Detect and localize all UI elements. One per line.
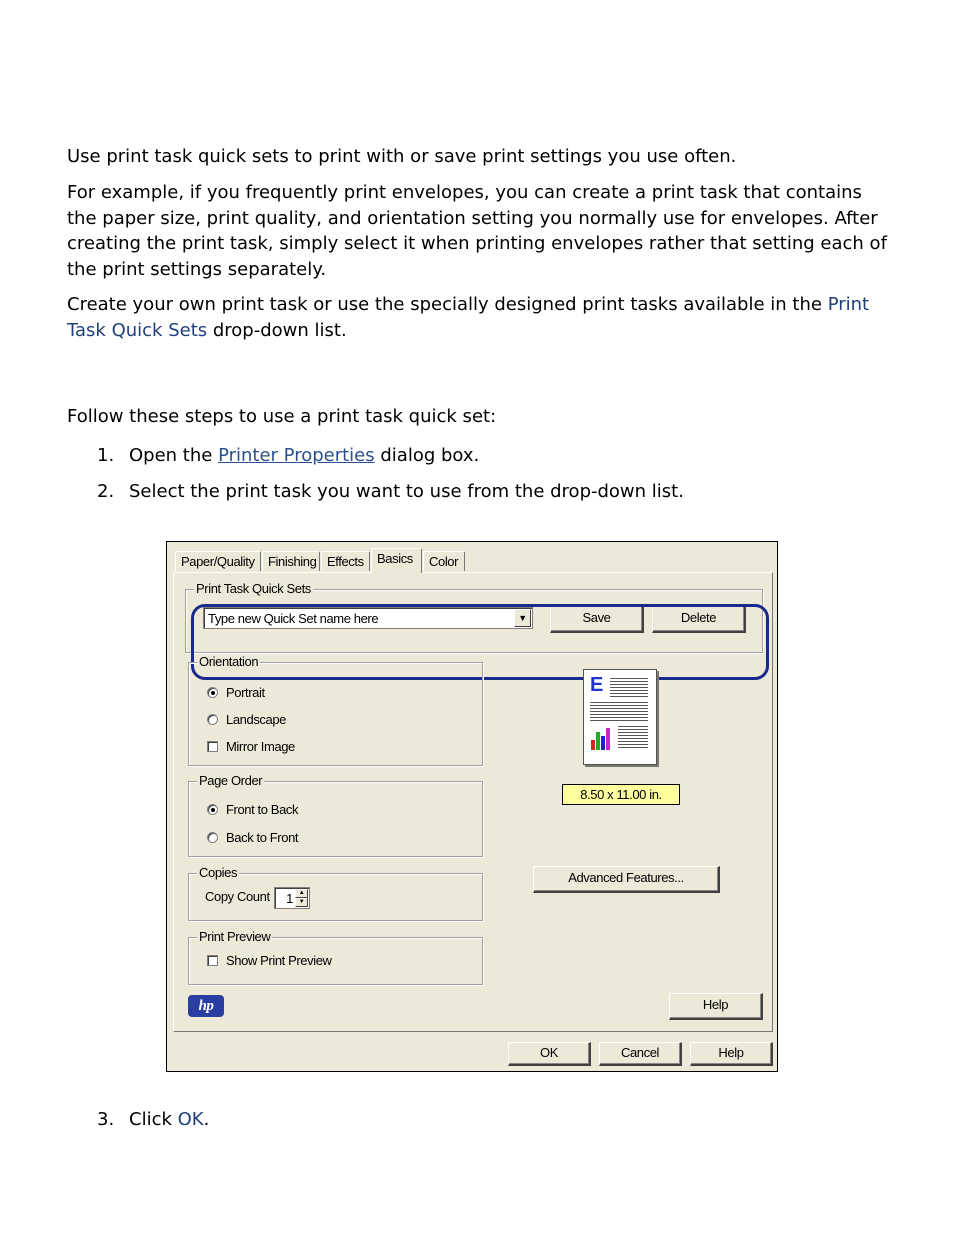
tab-color[interactable]: Color <box>423 551 465 571</box>
intro-paragraph-2: For example, if you frequently print envelopes, you can create a print task that contains the paper size, print quality, and orientation setting you normally use for envelopes. After creating the print task, simply select it when printing envelopes rather that setting each of the print settings separately. <box>67 182 887 280</box>
step-2 <box>97 479 877 504</box>
orientation-label: Orientation <box>199 654 259 669</box>
page-preview-image <box>583 669 657 765</box>
tab-basics[interactable]: Basics <box>371 548 422 573</box>
stepper-up-icon[interactable]: ▲ <box>295 889 308 898</box>
help-inner-button[interactable]: Help <box>669 993 763 1020</box>
text-lines-decoration <box>618 726 648 750</box>
intro-p3-text: Create your own print task or use the specially designed print tasks available in the <box>67 294 828 315</box>
back-to-front-label: Back to Front <box>226 830 299 845</box>
text-block-icon: E <box>590 674 603 696</box>
print-task-quick-sets-link[interactable]: Print Task Quick Sets <box>67 294 870 341</box>
bar-chart-icon <box>590 726 614 750</box>
printer-properties-dialog <box>166 541 778 1072</box>
portrait-radio[interactable] <box>207 687 218 698</box>
cancel-button[interactable]: Cancel <box>599 1042 682 1066</box>
delete-button[interactable]: Delete <box>652 606 746 633</box>
step-1-number: 1. <box>97 445 115 466</box>
step-1 <box>97 443 877 468</box>
step-2-text: Select the print task you want to use from the drop-down list. <box>129 481 684 502</box>
quick-set-input[interactable]: Type new Quick Set name here <box>208 611 379 626</box>
ok-link[interactable]: OK <box>177 1109 204 1130</box>
basics-panel <box>173 572 773 1032</box>
text-lines-decoration <box>590 702 648 722</box>
steps-intro: Follow these steps to use a print task quick set: <box>67 406 497 427</box>
paper-size-badge: 8.50 x 11.00 in. <box>562 784 680 805</box>
intro-paragraph-1: Use print task quick sets to print with or save print settings you use often. <box>67 146 737 167</box>
step-1-text: Open the <box>129 445 219 466</box>
back-to-front-radio[interactable] <box>207 832 218 843</box>
intro-paragraph-3 <box>67 292 887 343</box>
tab-paper-quality[interactable]: Paper/Quality <box>175 551 261 571</box>
portrait-label: Portrait <box>226 685 265 700</box>
copies-group <box>188 865 483 921</box>
step-3 <box>97 1107 877 1132</box>
text-lines-decoration <box>610 678 648 698</box>
copy-count-value[interactable]: 1 <box>286 891 293 906</box>
page-order-label: Page Order <box>199 773 263 788</box>
landscape-radio[interactable] <box>207 714 218 725</box>
show-print-preview-checkbox[interactable] <box>207 955 218 966</box>
stepper-down-icon[interactable]: ▼ <box>295 898 308 907</box>
help-button[interactable]: Help <box>690 1042 773 1066</box>
copies-label: Copies <box>199 865 238 880</box>
page-order-group <box>188 773 483 857</box>
step-3-number: 3. <box>97 1109 115 1130</box>
step-2-number: 2. <box>97 481 115 502</box>
ok-button[interactable]: OK <box>508 1042 591 1066</box>
front-to-back-label: Front to Back <box>226 802 299 817</box>
save-button[interactable]: Save <box>550 606 644 633</box>
print-preview-label: Print Preview <box>199 929 271 944</box>
advanced-features-button[interactable]: Advanced Features... <box>533 866 720 893</box>
mirror-image-label: Mirror Image <box>226 739 295 754</box>
copy-count-stepper[interactable] <box>274 887 310 909</box>
mirror-image-checkbox[interactable] <box>207 741 218 752</box>
hp-logo: hp <box>188 995 224 1017</box>
front-to-back-radio[interactable] <box>207 804 218 815</box>
intro-p3-text-end: drop-down list. <box>207 319 347 341</box>
quick-sets-label: Print Task Quick Sets <box>196 581 311 596</box>
landscape-label: Landscape <box>226 712 287 727</box>
printer-properties-link[interactable]: Printer Properties <box>218 445 375 466</box>
show-print-preview-label: Show Print Preview <box>226 953 332 968</box>
step-3-text: Click <box>129 1109 178 1130</box>
chevron-down-icon[interactable]: ▼ <box>514 609 531 627</box>
step-1-text-end: dialog box. <box>374 445 480 466</box>
step-3-text-end: . <box>203 1109 210 1130</box>
print-preview-group <box>188 929 483 985</box>
copy-count-label: Copy Count <box>205 889 270 904</box>
tab-finishing[interactable]: Finishing <box>262 551 320 571</box>
orientation-group <box>188 654 483 766</box>
tab-effects[interactable]: Effects <box>321 551 370 571</box>
